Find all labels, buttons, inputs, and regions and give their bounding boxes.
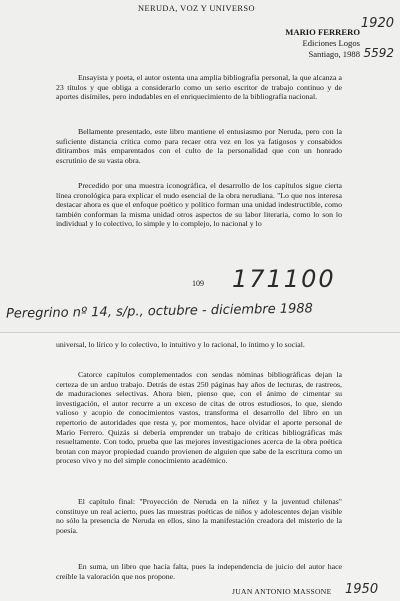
handwritten-note-1950: 1950 [345, 582, 379, 597]
page-number: 109 [192, 279, 204, 288]
handwritten-note-1920: 1920 [360, 16, 394, 31]
handwritten-catalog-number: 171100 [232, 265, 336, 293]
paragraph-4: Catorce capítulos complementados con sendas nóminas bibliográficas dejan la certeza de un arduo trabajo. Detrás de estas 250 páginas hay años de lecturas, de rastreos, de maduraciones selectivas. Ahora bien, pienso que, con el ánimo de cimentar su investigación, el autor recurre a un exceso de citas de otros estudiosos, lo que, siendo valioso y acopio de conocimientos vastos, transforma el desarrollo del libro en un repertorio de autoridades que resta y, por momentos, hace olvidar el aporte personal de Mario Ferrero. Quizás si debería emprender un trabajo de críticas bibliográficas más resueltamente. Con todo, prueba que las mejores investigaciones acerca de la obra poética brotan con mayor propiedad cuando provienen de alguien que sabe de la escritura como un proceso vivo y no del simple conocimiento académico. [56, 370, 342, 466]
book-author: MARIO FERRERO [285, 27, 360, 37]
paragraph-3: Precedido por una muestra iconográfica, el desarrollo de los capítulos sigue cierta línea cronológica para explicar el nudo esencial de la obra nerudiana. "Lo que nos interesa destacar ahora es que el enfoque poético y político forman una unidad indestructible, como también conforman la misma unidad otros aspectos de su labor literaria, como lo son lo individual y lo colectivo, lo simple y lo complejo, lo nacional y lo [56, 181, 342, 229]
article-title: NERUDA, VOZ Y UNIVERSO [138, 4, 255, 13]
paragraph-continuation: universal, lo lírico y lo colectivo, lo intuitivo y lo racional, lo íntimo y lo social. [56, 340, 305, 349]
paragraph-6: En suma, un libro que hacía falta, pues la independencia de juicio del autor hace creíble la valoración que nos propone. [56, 562, 342, 581]
book-place-year: Santiago, 1988 [308, 49, 360, 59]
paragraph-5: El capítulo final: "Proyección de Neruda en la niñez y la juventud chilenas" constituye un real acierto, pues las muestras poéticas de niños y adolescentes dejan visible no sólo la presencia de Neruda en ellos, sino la manifestación creadora del misterio de la poesía. [56, 497, 342, 535]
paragraph-1: Ensayista y poeta, el autor ostenta una amplia bibliografía personal, la que alcanza a 23 títulos y que obliga a considerarlo como un serio escritor de trabajo continuo y de aportes disímiles, pero indudables en el enriquecimiento de la bibliografía nacional. [56, 73, 342, 102]
review-signature: JUAN ANTONIO MASSONE [232, 587, 332, 596]
paragraph-2: Bellamente presentado, este libro mantiene el entusiasmo por Neruda, pero con la suficiente distancia crítica como para recaer otra vez en los ya fatigosos y consabidos ditirambos más emparentados con el culto de la personalidad que con un honrado escrutinio de su vasta obra. [56, 127, 342, 165]
book-publisher: Ediciones Logos [302, 38, 360, 48]
handwritten-citation: Peregrino nº 14, s/p., octubre - diciembre 1988 [5, 301, 314, 322]
publication-info [210, 27, 360, 60]
handwritten-note-5592: 5592 [363, 46, 394, 60]
